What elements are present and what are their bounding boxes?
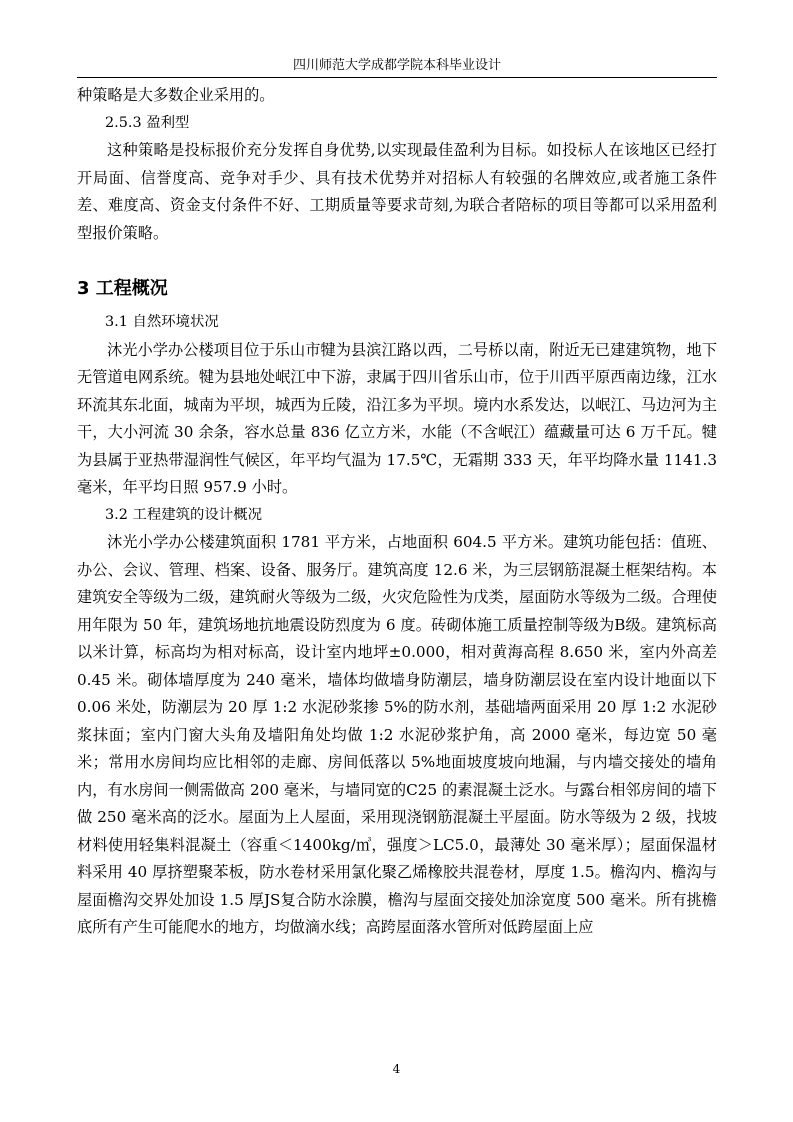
page-number: 4: [392, 1062, 401, 1076]
page-body: [77, 82, 717, 942]
paragraph-profit-strategy: 这种策略是投标报价充分发挥自身优势,以实现最佳盈利为目标。如投标人在该地区已经打开局面、信誉度高、竞争对手少、具有技术优势并对招标人有较强的名牌效应,或者施工条件差、难度高、资金支付条件不好、工期质量等要求苛刻,为联合者陪标的项目等都可以采用盈利型报价策略。: [77, 141, 717, 242]
section-heading-2-5-3: 2.5.3 盈利型: [105, 114, 190, 131]
section-heading-3-1: 3.1 自然环境状况: [105, 314, 219, 330]
page-header-title: 四川师范大学成都学院本科毕业设计: [292, 58, 501, 73]
section-heading-3-2: 3.2 工程建筑的设计概况: [105, 506, 262, 523]
paragraph-continuation: 种策略是大多数企业采用的。: [77, 86, 275, 104]
paragraph-design-overview: 沐光小学办公楼建筑面积 1781 平方米，占地面积 604.5 平方米。建筑功能包括：值班、办公、会议、管理、档案、设备、服务厅。建筑高度 12.6 米，为三层钢筋混凝土框架结构。本建筑安全等级为二级，建筑耐火等级为二级，火灾危险性为戊类，屋面防水等级为二级。合理使用年限为 50 年，建筑场地抗地震设防烈度为 6 度。砖砌体施工质量控制等级为B级。建筑标高以米计算，标高均为相对标高，设计室内地坪±0.000，相对黄海高程 8.650 米，室内外高差 0.45 米。砌体墙厚度为 240 毫米，墙体均做墙身防潮层，墙身防潮层设在室内设计地面以下 0.06 米处，防潮层为 20 厚 1:2 水泥砂浆掺 5%的防水剂，基础墙两面采用 20 厚 1:2 水泥砂浆抹面；室内门窗大头角及墙阳角处均做 1:2 水泥砂浆护角，高 2000 毫米，每边宽 50 毫米；常用水房间均应比相邻的走廊、房间低落以 5%地面坡度坡向地漏，与内墙交接处的墙角内，有水房间一侧需做高 200 毫米，与墙同宽的C25 的素混凝土泛水。与露台相邻房间的墙下做 250 毫米高的泛水。屋面为上人屋面，采用现浇钢筋混凝土平屋面。防水等级为 2 级，找坡材料使用轻集料混凝土（容重＜1400kg/㎥，强度＞LC5.0，最薄处 30 毫米厚）；屋面保温材料采用 40 厚挤塑聚苯板，防水卷材采用氯化聚乙烯橡胶共混卷材，厚度 1.5。檐沟内、檐沟与屋面檐沟交界处加设 1.5 厚JS复合防水涂膜，檐沟与屋面交接处加涂宽度 500 毫米。所有挑檐底所有产生可能爬水的地方，均做滴水线；高跨屋面落水管所对低跨屋面上应: [77, 533, 717, 936]
chapter-heading-3: 3 工程概况: [77, 278, 168, 299]
header-divider: [77, 77, 717, 78]
paragraph-natural-environment: 沐光小学办公楼项目位于乐山市犍为县滨江路以西，二号桥以南，附近无已建建筑物，地下无管道电网系统。犍为县地处岷江中下游，隶属于四川省乐山市，位于川西平原西南边缘，江水环流其东北面，城南为平坝，城西为丘陵，沿江多为平坝。境内水系发达，以岷江、马边河为主干，大小河流 30 余条，容水总量 836 亿立方米，水能（不含岷江）蕴藏量可达 6 万千瓦。犍为县属于亚热带湿润性气候区，年平均气温为 17.5℃，无霜期 333 天，年平均降水量 1141.3 毫米，年平均日照 957.9 小时。: [77, 340, 717, 496]
